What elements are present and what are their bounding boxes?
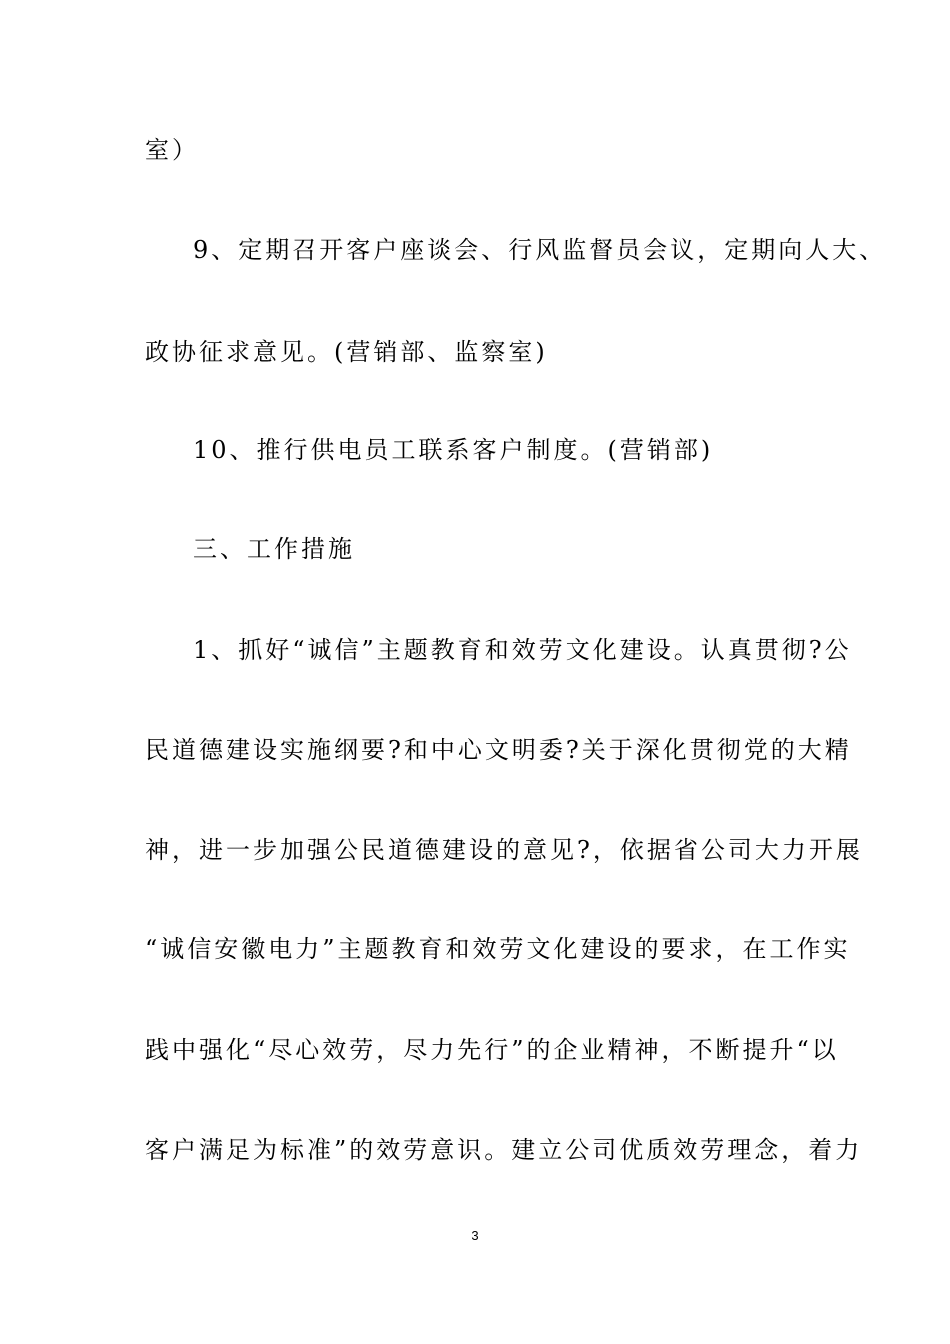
paragraph-line-4: “诚信安徽电力”主题教育和效劳文化建设的要求，在工作实 (145, 935, 851, 963)
paragraph-line-6: 客户满足为标准”的效劳意识。建立公司优质效劳理念，着力 (145, 1136, 863, 1164)
text-line-item-9-cont: 政协征求意见。(营销部、监察室) (145, 338, 548, 366)
page-number: 3 (471, 1228, 479, 1243)
paragraph-line-1: 1、抓好“诚信”主题教育和效劳文化建设。认真贯彻?公 (193, 636, 852, 664)
text-line-item-10: 10、推行供电员工联系客户制度。(营销部) (193, 436, 714, 464)
paragraph-line-2: 民道德建设实施纲要?和中心文明委?关于深化贯彻党的大精 (145, 736, 852, 764)
text-line-item-9: 9、定期召开客户座谈会、行风监督员会议，定期向人大、 (193, 236, 887, 264)
paragraph-line-3: 神，进一步加强公民道德建设的意见?，依据省公司大力开展 (145, 836, 863, 864)
text-line-continuation: 室） (145, 136, 199, 164)
section-heading: 三、工作措施 (193, 535, 355, 563)
paragraph-line-5: 践中强化“尽心效劳，尽力先行”的企业精神，不断提升“以 (145, 1036, 839, 1064)
